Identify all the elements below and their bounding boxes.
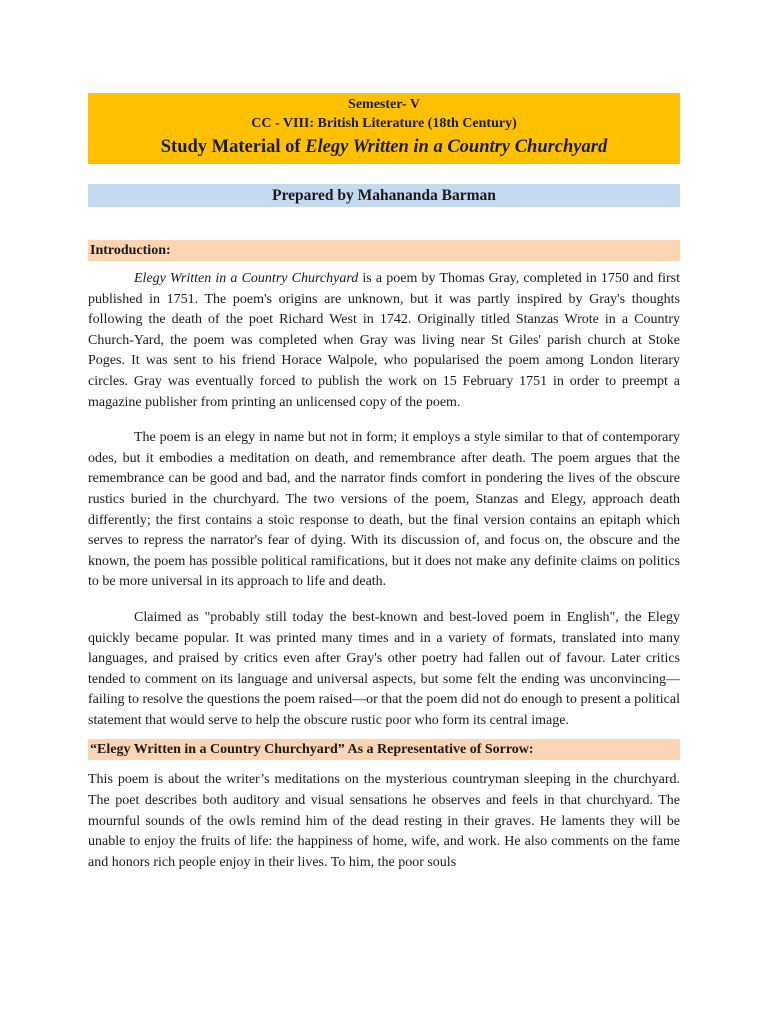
intro-p1-text: is a poem by Thomas Gray, completed in 1750 and first published in 1751. The poem's origins are unknown, but it was partly inspired by Gray's thoughts following the death of the poet Richard West in 1742. Originally titled Stanzas Wrote in a Country Church-Yard, the poem was completed when Gray was living near St Giles' parish church at Stoke Poges. It was sent to his friend Horace Walpole, who popularised the poem among London literary circles. Gray was eventually forced to publish the work on 15 February 1751 in order to preempt a magazine publisher from printing an unlicensed copy of the poem. (88, 271, 680, 410)
title-poem-name: Elegy Written in a Country Churchyard (305, 137, 608, 157)
introduction-heading: Introduction: (88, 240, 680, 261)
intro-paragraph-2: The poem is an elegy in name but not in form; it employs a style similar to that of contemporary odes, but it embodies a meditation on death, and remembrance after death. The poem argues that the remembrance can be good and bad, and the narrator finds comfort in pondering the lives of the obscure rustics buried in the churchyard. The two versions of the poem, Stanzas and Elegy, approach death differently; the first contains a stoic response to death, but the final version contains an epitaph which serves to repress the narrator's fear of dying. With its discussion of, and focus on, the obscure and the known, the poem has possible political ramifications, but it does not make any definite claims on politics to be more universal in its approach to life and death. (88, 430, 680, 590)
intro-paragraph-1 (88, 269, 680, 413)
intro-paragraph-3: Claimed as "probably still today the best-known and best-loved poem in English", the Elegy quickly became popular. It was printed many times and in a variety of formats, translated into many languages, and praised by critics even after Gray's other poetry had fallen out of favour. Later critics tended to comment on its language and universal aspects, but some felt the ending was unconvincing—failing to resolve the questions the poem raised—or that the poem did not do enough to present a political statement that would serve to help the obscure rustic poor who form its central image. (88, 609, 680, 728)
sorrow-paragraph-1: This poem is about the writer’s meditations on the mysterious countryman sleeping in the churchyard. The poet describes both auditory and visual sensations he observes and feels in that churchyard. The mournful sounds of the owls remind him of the dead resting in their graves. He laments they will be unable to enjoy the fruits of life: the happiness of home, wife, and work. He also comments on the fame and honors rich people enjoy in their lives. To him, the poor souls (88, 772, 680, 870)
course-label: CC - VIII: British Literature (18th Century) (251, 116, 517, 131)
intro-poem-name: Elegy Written in a Country Churchyard (134, 271, 359, 286)
header-banner (88, 93, 680, 164)
title-prefix: Study Material of (160, 137, 306, 157)
prepared-by-banner: Prepared by Mahananda Barman (88, 184, 680, 207)
document-page (88, 93, 680, 873)
semester-label: Semester- V (348, 97, 420, 112)
document-title (88, 134, 680, 160)
sorrow-heading: “Elegy Written in a Country Churchyard” As a Representative of Sorrow: (88, 739, 680, 760)
